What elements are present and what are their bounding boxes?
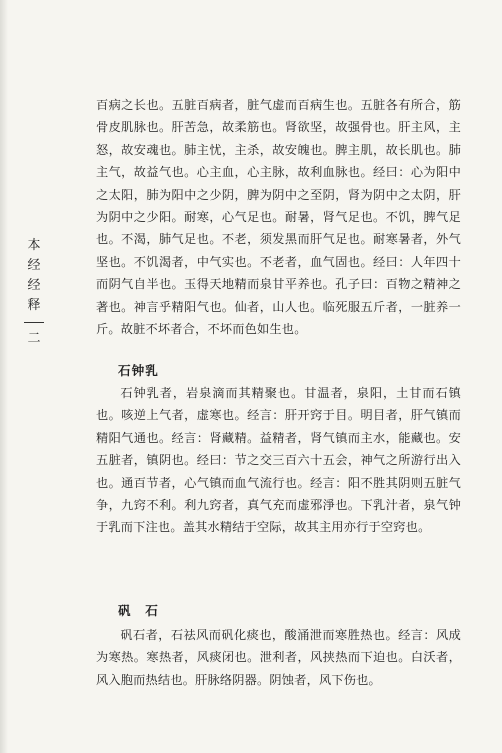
book-title-char: 经 (27, 258, 41, 273)
book-title (22, 236, 46, 316)
paragraph-shizhongru: 石钟乳者，岩泉滴而其精聚也。甘温者，泉阳，土甘而石镇也。咳逆上气者，虚寒也。经言：肝开窍于目。明目者，肝气镇而精阳气通也。经言：肾藏精。益精者，肾气镇而主水，能藏也。安五脏者，镇阴也。经曰：节之交三百六十五会，神气之所游行出入也。通百节者，心气镇而血气流行也。经言：阳不胜其阴则五脏气争，九窍不利。利九窍者，真气充而虚邪淨也。下乳汁者，泉气钟于乳而下注也。盖其水精结于空际，故其主用亦行于空窍也。 (96, 386, 461, 535)
header-divider (24, 322, 44, 323)
book-title-char: 释 (27, 298, 41, 313)
paragraph-continuation: 百病之长也。五脏百病者，脏气虚而百病生也。五脏各有所合，筋骨皮肌脉也。肝苦急，故柔筋也。肾欲坚，故强骨也。肝主风，主怒，故安魂也。肺主忧，主杀，故安魄也。脾主肌，故长肌也。肺主气，故益气也。心主血，心主脉，故利血脉也。经曰：心为阳中之太阳，肺为阳中之少阴，脾为阴中之至阴，肾为阴中之太阴，肝为阴中之少阳。耐寒，心气足也。耐暑，肾气足也。不饥，脾气足也。不渴，肺气足也。不老，须发黑而肝气足也。耐寒暑者，外气坚也。不饥渴者，中气实也。不老者，血气固也。经曰：人年四十而阴气自半也。玉得天地精而泉甘平养也。孔子曰：百物之精神之著也。神言乎精阳气也。仙者，山人也。临死服五斤者，一脏养一斤。故脏不坏者合，不坏而色如生也。 (96, 98, 461, 337)
section-heading-shizhongru: 石钟乳 (118, 363, 159, 378)
section-heading-fanshi: 矾 石 (118, 603, 159, 618)
paragraph-fanshi: 矾石者，石祛风而矾化痰也，酸涌泄而寒胜热也。经言：风成为寒热。寒热者，风痰闭也。泄利者，风挟热而下迫也。白沃者，风入胞而热结也。肝脉络阴器。阴蚀者，风下伤也。 (96, 628, 461, 687)
book-title-char: 经 (27, 278, 41, 293)
chapter-number: 二 (27, 331, 41, 346)
page-gutter-shadow (0, 0, 8, 753)
running-header (22, 236, 46, 349)
book-title-char: 本 (27, 238, 41, 253)
